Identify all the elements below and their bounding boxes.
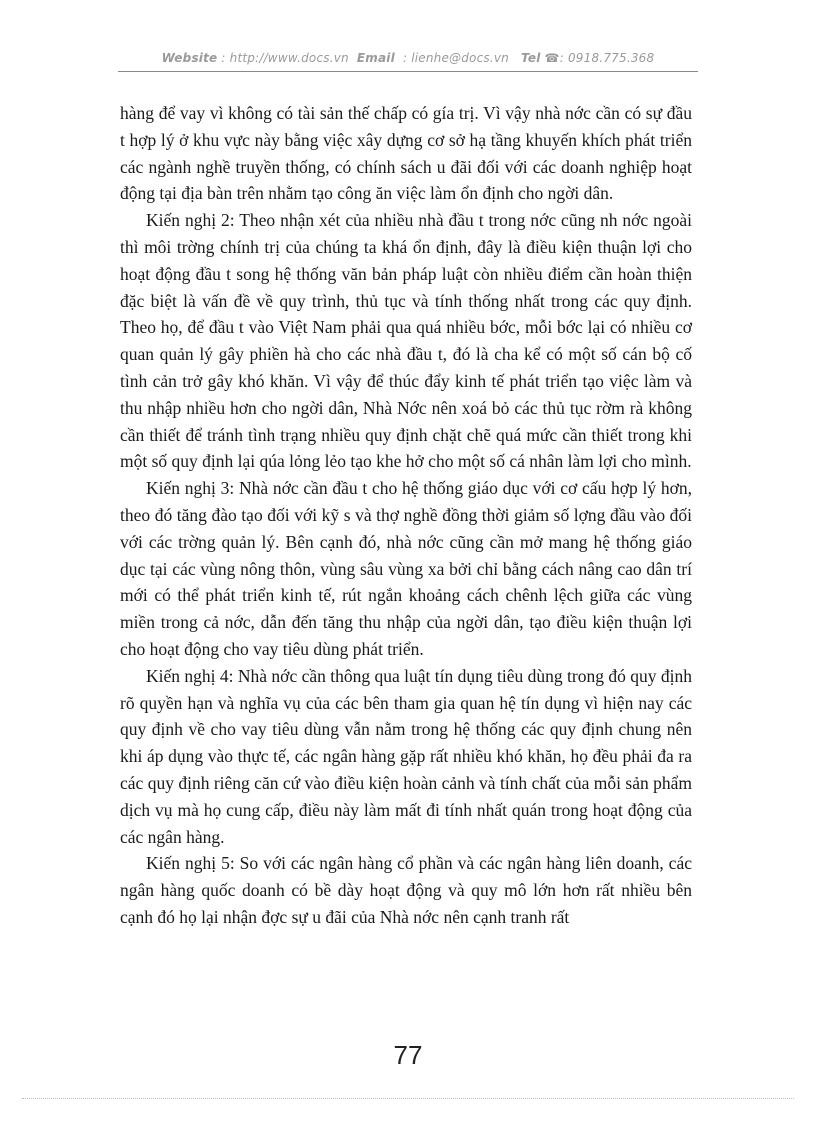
paragraph-continuation: hàng để vay vì không có tài sản thế chấp có gía trị. Vì vậy nhà nớc cần có sự đầu t hợp lý ở khu vực này bằng việc xây dựng cơ sở hạ tầng khuyến khích phát triển các ngành nghề truyền thống, có chính sách u đãi đối với các doanh nghiệp hoạt động tại địa bàn trên nhằm tạo công ăn việc làm ổn định cho ngời dân.	[120, 103, 692, 204]
email-label: Email	[356, 51, 395, 65]
tel-label: Tel	[521, 51, 541, 65]
document-body	[120, 100, 692, 931]
paragraph-recommendation-2: Kiến nghị 2: Theo nhận xét của nhiều nhà đầu t trong nớc cũng nh nớc ngoài thì môi trờng chính trị của chúng ta khá ổn định, đây là điều kiện thuận lợi cho hoạt động đầu t song hệ thống văn bản pháp luật còn nhiều điểm cần hoàn thiện đặc biệt là vấn đề về quy trình, thủ tục và tính thống nhất trong các quy định. Theo họ, để đầu t vào Việt Nam phải qua quá nhiều bớc, mỗi bớc lại có nhiều cơ quan quản lý gây phiền hà cho các nhà đầu t, đó là cha kể có một số cán bộ cố tình cản trở gây khó khăn. Vì vậy để thúc đẩy kinh tế phát triển tạo việc làm và thu nhập nhiều hơn cho ngời dân, Nhà Nớc nên xoá bỏ các thủ tục rờm rà không cần thiết để tránh tình trạng nhiều quy định chặt chẽ quá mức cần thiết trong khi một số quy định lại qúa lỏng lẻo tạo khe hở cho một số cá nhân làm lợi cho mình.	[120, 210, 692, 472]
website-value: : http://www.docs.vn	[221, 51, 349, 65]
email-value: : lienhe@docs.vn	[402, 51, 509, 65]
website-label: Website	[161, 51, 218, 65]
page-header	[0, 51, 816, 65]
tel-value: : 0918.775.368	[559, 51, 655, 65]
header-divider	[118, 71, 698, 72]
footer-divider	[22, 1098, 794, 1099]
page-number: 77	[393, 1040, 423, 1070]
paragraph-recommendation-5: Kiến nghị 5: So với các ngân hàng cổ phần và các ngân hàng liên doanh, các ngân hàng quốc doanh có bề dày hoạt động và quy mô lớn hơn rất nhiều bên cạnh đó họ lại nhận đợc sự u đãi của Nhà nớc nên cạnh tranh rất	[120, 853, 692, 927]
phone-icon: ☎	[544, 51, 560, 65]
paragraph-recommendation-4: Kiến nghị 4: Nhà nớc cần thông qua luật tín dụng tiêu dùng trong đó quy định rõ quyền hạn và nghĩa vụ của các bên tham gia quan hệ tín dụng vì hiện nay các quy định về cho vay tiêu dùng vẫn nằm trong hệ thống các quy định chung nên khi áp dụng vào thực tế, các ngân hàng gặp rất nhiều khó khăn, họ đều phải đa ra các quy định riêng căn cứ vào điều kiện hoàn cảnh và tính chất của mỗi sản phẩm dịch vụ mà họ cung cấp, điều này làm mất đi tính nhất quán trong hoạt động của các ngân hàng.	[120, 665, 692, 847]
paragraph-recommendation-3: Kiến nghị 3: Nhà nớc cần đầu t cho hệ thống giáo dục với cơ cấu hợp lý hơn, theo đó tăng đào tạo đối với kỹ s và thợ nghề đồng thời giảm số lợng đầu vào đối với các trờng quản lý. Bên cạnh đó, nhà nớc cũng cần mở mang hệ thống giáo dục tại các vùng nông thôn, vùng sâu vùng xa bởi chỉ bằng cách nâng cao dân trí mới có thể phát triển kinh tế, rút ngắn khoảng cách chênh lệch giữa các vùng miền trong cả nớc, dẫn đến tăng thu nhập của ngời dân, tạo điều kiện thuận lợi cho hoạt động cho vay tiêu dùng phát triển.	[120, 478, 692, 659]
